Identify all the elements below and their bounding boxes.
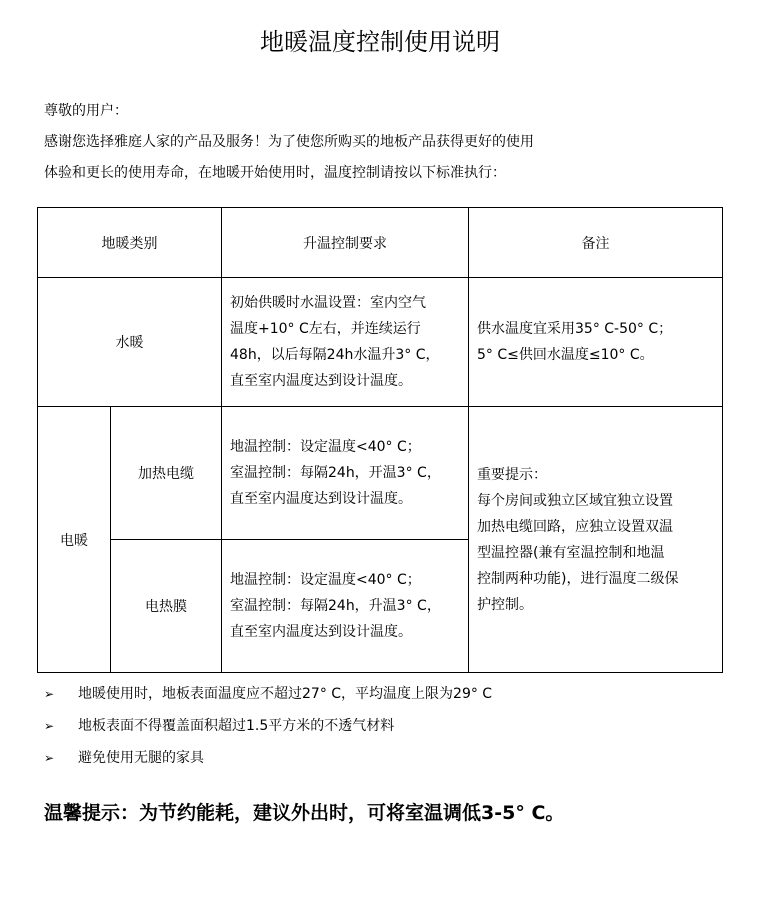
water-type: 水暖 [38,278,222,407]
cable-type: 加热电缆 [111,407,222,540]
electric-note-line: 控制两种功能)，进行温度二级保 [477,570,679,587]
electric-type: 电暖 [38,407,111,673]
page-title: 地暖温度控制使用说明 [260,28,500,56]
list-item [44,710,734,742]
film-requirement-line: 地温控制：设定温度<40° C； [230,572,421,588]
arrow-bullet-icon: ➢ [44,719,55,733]
water-requirement-line: 初始供暖时水温设置：室内空气 [230,295,426,311]
intro-greeting: 尊敬的用户： [44,103,128,119]
electric-note-line: 护控制。 [477,596,533,613]
intro [44,96,734,189]
list-item-text: 地板表面不得覆盖面积超过1.5平方米的不透气材料 [78,718,395,734]
warm-tip: 温馨提示：为节约能耗，建议外出时，可将室温调低3-5° C。 [44,802,565,824]
film-requirement-line: 直至室内温度达到设计温度。 [230,624,412,640]
table-header-row [38,208,723,278]
electric-note-line: 加热电缆回路，应独立设置双温 [477,518,673,535]
arrow-bullet-icon: ➢ [44,751,55,765]
water-requirement-line: 直至室内温度达到设计温度。 [230,373,412,389]
header-type: 地暖类别 [38,208,222,278]
header-requirement: 升温控制要求 [222,208,469,278]
film-requirement [222,540,469,673]
cable-requirement [222,407,469,540]
header-note: 备注 [469,208,723,278]
film-requirement-line: 室温控制：每隔24h，升温3° C， [230,598,441,614]
water-note [469,278,723,407]
temperature-control-table [37,207,723,673]
water-requirement [222,278,469,407]
intro-line-1: 感谢您选择雅庭人家的产品及服务！为了使您所购买的地板产品获得更好的使用 [44,134,534,150]
electric-note-line: 重要提示： [477,466,547,483]
film-type: 电热膜 [111,540,222,673]
list-item [44,678,734,710]
list-item-text: 地暖使用时，地板表面温度应不超过27° C，平均温度上限为29° C [78,686,493,702]
cable-requirement-line: 室温控制：每隔24h，开温3° C， [230,465,441,481]
water-requirement-line: 温度+10° C左右，并连续运行 [230,321,421,337]
list-item-text: 避免使用无腿的家具 [78,750,204,766]
list-item [44,742,734,774]
water-requirement-line: 48h，以后每隔24h水温升3° C， [230,347,440,363]
electric-note-line: 每个房间或独立区域宜独立设置 [477,492,673,509]
water-note-line: 供水温度宜采用35° C-50° C； [477,321,673,337]
electric-note [469,407,723,673]
electric-note-line: 型温控器(兼有室温控制和地温 [477,544,665,561]
cable-requirement-line: 地温控制：设定温度<40° C； [230,439,421,455]
cable-requirement-line: 直至室内温度达到设计温度。 [230,491,412,507]
intro-line-2: 体验和更长的使用寿命，在地暖开始使用时，温度控制请按以下标准执行： [44,165,506,181]
table-row-cable [38,407,723,540]
water-note-line: 5° C≤供回水温度≤10° C。 [477,347,654,363]
table-row-water [38,278,723,407]
arrow-bullet-icon: ➢ [44,687,55,701]
usage-notes [44,678,734,774]
